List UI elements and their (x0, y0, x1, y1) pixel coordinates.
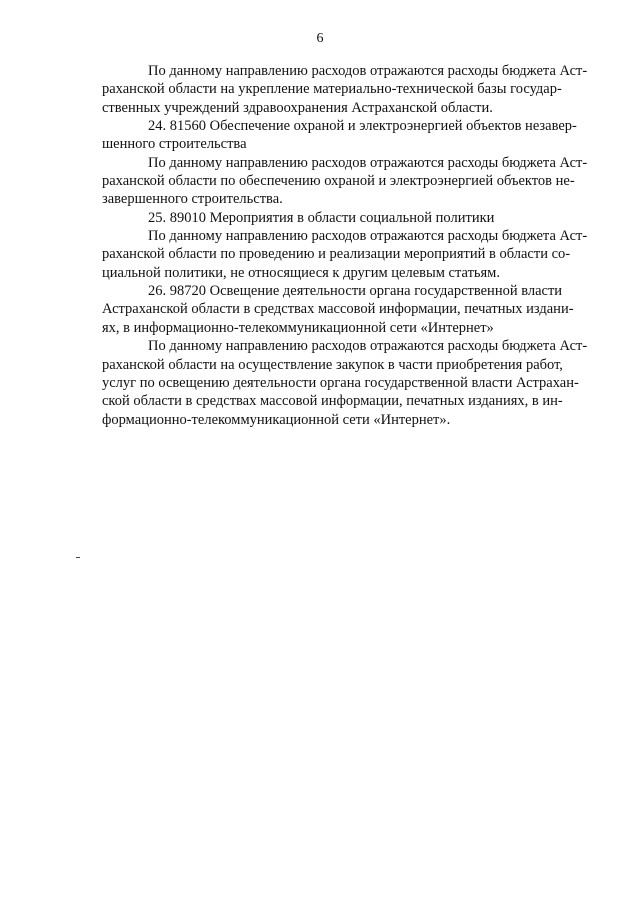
paragraph-line: ской области в средствах массовой информации, печатных изданиях, в ин- (102, 393, 563, 410)
paragraph-line: раханской области по обеспечению охраной и электроэнергией объектов не- (102, 173, 575, 190)
paragraph-line: шенного строительства (102, 136, 247, 153)
paragraph-budget-description (102, 337, 588, 429)
paragraph-line: По данному направлению расходов отражаются расходы бюджета Аст- (148, 63, 588, 79)
paragraph-line: раханской области по проведению и реализации мероприятий в области со- (102, 246, 571, 263)
paragraph-budget-description (102, 62, 588, 117)
paragraph-budget-description (102, 154, 588, 209)
paragraph-line: циальной политики, не относящиеся к другим целевым статьям. (102, 264, 500, 281)
section-heading-26 (102, 282, 574, 337)
paragraph-line: ях, в информационно-телекоммуникационной сети «Интернет» (102, 319, 494, 336)
paragraph-line: раханской области на укрепление материально-технической базы государ- (102, 81, 562, 98)
paragraph-line: формационно-телекоммуникационной сети «Интернет». (102, 411, 451, 428)
paragraph-line: 26. 98720 Освещение деятельности органа государственной власти (148, 283, 563, 300)
document-body (102, 62, 588, 429)
section-heading-25 (102, 209, 530, 227)
scan-artifact-mark (76, 557, 80, 558)
paragraph-line: завершенного строительства. (102, 191, 283, 208)
paragraph-line: По данному направлению расходов отражаются расходы бюджета Аст- (148, 228, 588, 245)
paragraph-line: услуг по освещению деятельности органа государственной власти Астрахан- (102, 374, 579, 391)
section-heading-24 (102, 117, 577, 154)
page-number: 6 (316, 31, 324, 46)
paragraph-line: раханской области на осуществление закупок в части приобретения работ, (102, 356, 563, 373)
paragraph-line: По данному направлению расходов отражаются расходы бюджета Аст- (148, 338, 588, 355)
paragraph-line: ственных учреждений здравоохранения Астраханской области. (102, 99, 493, 116)
paragraph-line: По данному направлению расходов отражаются расходы бюджета Аст- (148, 154, 588, 171)
paragraph-budget-description (102, 227, 588, 282)
paragraph-line: Астраханской области в средствах массовой информации, печатных издани- (102, 301, 574, 318)
paragraph-line: 25. 89010 Мероприятия в области социальной политики (148, 209, 495, 226)
paragraph-line: 24. 81560 Обеспечение охраной и электроэнергией объектов незавер- (148, 118, 577, 135)
